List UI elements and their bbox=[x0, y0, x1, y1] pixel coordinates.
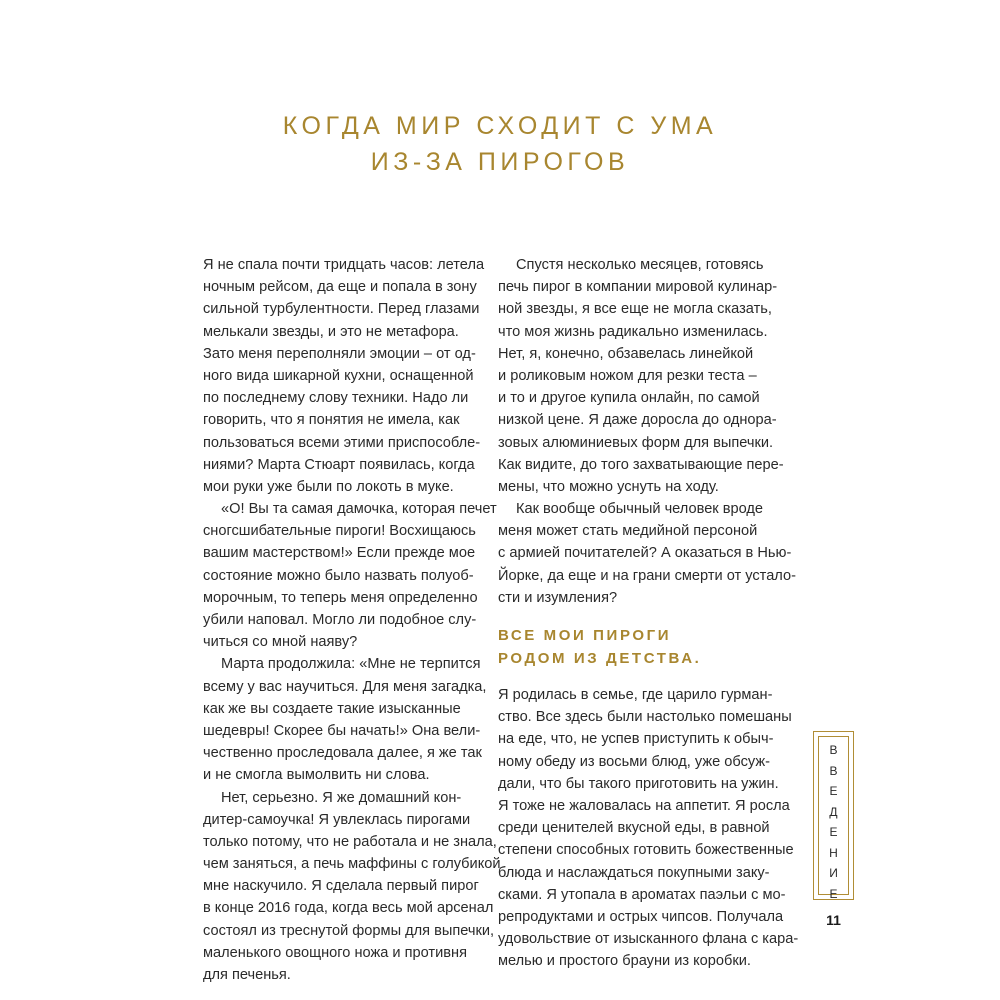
text-line: что моя жизнь радикально изменилась. bbox=[498, 323, 768, 340]
side-tab-letter: Д bbox=[829, 804, 838, 819]
text-line: по последнему слову техники. Надо ли bbox=[203, 390, 469, 407]
text-line: шедевры! Скорее бы начать!» Она вели- bbox=[203, 722, 481, 739]
text-line: Нет, я, конечно, обзавелась линейкой bbox=[498, 345, 754, 362]
text-line: и не смогла вымолвить ни слова. bbox=[203, 767, 430, 784]
text-line: блюда и наслаждаться покупными заку- bbox=[498, 864, 770, 881]
text-line: и то и другое купила онлайн, по самой bbox=[498, 390, 760, 407]
text-line: среди ценителей вкусной еды, в равной bbox=[498, 820, 770, 837]
text-line: Как видите, до того захватывающие пере- bbox=[498, 456, 784, 473]
text-line: дали, что бы такого приготовить на ужин. bbox=[498, 775, 779, 792]
text-line: состоял из треснутой формы для выпечки, bbox=[203, 922, 495, 939]
side-tab-letter: Е bbox=[829, 784, 838, 798]
right-text-column bbox=[498, 254, 799, 972]
text-line: мелью и простого брауни из коробки. bbox=[498, 953, 751, 970]
text-line: для печенья. bbox=[203, 967, 291, 983]
text-line: сками. Я утопала в ароматах паэльи с мо- bbox=[498, 886, 786, 903]
text-line: вашим мастерством!» Если прежде мое bbox=[203, 545, 476, 562]
text-line: читься со мной наяву? bbox=[203, 634, 358, 651]
text-line: мои руки уже были по локоть в муке. bbox=[203, 478, 454, 495]
subheading-line-2: РОДОМ ИЗ ДЕТСТВА. bbox=[498, 650, 702, 667]
left-text-column bbox=[203, 254, 503, 986]
page-number: 11 bbox=[826, 912, 841, 928]
text-line: Нет, серьезно. Я же домашний кон- bbox=[221, 789, 462, 806]
section-subheading bbox=[498, 624, 796, 670]
side-tab-letter: В bbox=[829, 763, 838, 778]
text-line: зовых алюминиевых форм для выпечки. bbox=[498, 434, 774, 451]
text-line: «О! Вы та самая дамочка, которая печет bbox=[221, 501, 497, 518]
text-line: сильной турбулентности. Перед глазами bbox=[203, 301, 480, 318]
text-line: ниями? Марта Стюарт появилась, когда bbox=[203, 456, 475, 473]
text-line: Марта продолжила: «Мне не терпится bbox=[221, 656, 481, 673]
text-line: низкой цене. Я даже доросла до однора- bbox=[498, 412, 777, 429]
text-line: степени способных готовить божественные bbox=[498, 842, 794, 859]
text-line: удовольствие от изысканного флана с кара- bbox=[498, 931, 799, 948]
side-tab-letter: В bbox=[829, 743, 838, 757]
chapter-title bbox=[0, 108, 1000, 180]
text-line: Йорке, да еще и на грани смерти от устало- bbox=[498, 567, 796, 584]
text-line: только потому, что не работала и не знала, bbox=[203, 833, 497, 850]
text-line: всему у вас научиться. Для меня загадка, bbox=[203, 678, 487, 695]
side-tab-letter: И bbox=[829, 866, 838, 880]
text-line: на еде, что, не успев приступить к обыч- bbox=[498, 731, 774, 748]
text-line: ство. Все здесь были настолько помешаны bbox=[498, 709, 792, 726]
text-line: печь пирог в компании мировой кулинар- bbox=[498, 279, 778, 296]
text-line: пользоваться всеми этими приспособле- bbox=[203, 434, 481, 451]
text-line: мены, что можно уснуть на ходу. bbox=[498, 478, 719, 495]
section-side-tab bbox=[813, 731, 854, 900]
text-line: ному обеду из восьми блюд, уже обсуж- bbox=[498, 753, 770, 770]
text-line: чественно проследовала далее, я же так bbox=[203, 745, 482, 762]
text-line: ного вида шикарной кухни, оснащенной bbox=[203, 367, 474, 384]
text-line: маленького овощного ножа и противня bbox=[203, 944, 467, 961]
text-line: чем заняться, а печь маффины с голубикой bbox=[203, 856, 501, 873]
subheading-line-1: ВСЕ МОИ ПИРОГИ bbox=[498, 627, 672, 644]
text-line: Я тоже не жаловалась на аппетит. Я росла bbox=[498, 797, 790, 814]
text-line: говорить, что я понятия не имела, как bbox=[203, 412, 460, 429]
text-line: репродуктами и острых чипсов. Получала bbox=[498, 908, 784, 925]
text-line: сти и изумления? bbox=[498, 589, 618, 606]
text-line: ночным рейсом, да еще и попала в зону bbox=[203, 279, 477, 296]
text-line: с армией почитателей? А оказаться в Нью- bbox=[498, 545, 792, 562]
text-line: как же вы создаете такие изысканные bbox=[203, 700, 461, 717]
text-line: дитер-самоучка! Я увлеклась пирогами bbox=[203, 811, 471, 828]
side-tab-letters bbox=[814, 740, 853, 904]
text-line: состояние можно было назвать полуоб- bbox=[203, 567, 474, 584]
text-line: в конце 2016 года, когда весь мой арсенал bbox=[203, 900, 494, 917]
right-column-top-text bbox=[498, 254, 796, 609]
right-column-bottom-text bbox=[498, 684, 799, 972]
chapter-title-line-2: ИЗ-ЗА ПИРОГОВ bbox=[370, 148, 630, 176]
text-line: мелькали звезды, и это не метафора. bbox=[203, 323, 459, 340]
text-line: мне наскучило. Я сделала первый пирог bbox=[203, 878, 479, 895]
text-line: и роликовым ножом для резки теста – bbox=[498, 367, 757, 384]
side-tab-letter: Н bbox=[829, 845, 838, 860]
text-line: Я не спала почти тридцать часов: летела bbox=[203, 257, 485, 273]
text-line: меня может стать медийной персоной bbox=[498, 523, 758, 540]
chapter-title-line-1: КОГДА МИР СХОДИТ С УМА bbox=[282, 112, 718, 140]
text-line: Как вообще обычный человек вроде bbox=[516, 501, 764, 518]
side-tab-letter: Е bbox=[829, 886, 838, 901]
text-line: Я родилась в семье, где царило гурман- bbox=[498, 687, 773, 703]
text-line: морочным, то теперь меня определенно bbox=[203, 589, 478, 606]
text-line: Зато меня переполняли эмоции – от од- bbox=[203, 345, 476, 362]
side-tab-letter: Е bbox=[829, 825, 838, 839]
text-line: ной звезды, я все еще не могла сказать, bbox=[498, 301, 772, 318]
text-line: убили наповал. Могло ли подобное слу- bbox=[203, 612, 477, 628]
text-line: сногсшибательные пироги! Восхищаюсь bbox=[203, 523, 476, 540]
text-line: Спустя несколько месяцев, готовясь bbox=[516, 257, 764, 273]
